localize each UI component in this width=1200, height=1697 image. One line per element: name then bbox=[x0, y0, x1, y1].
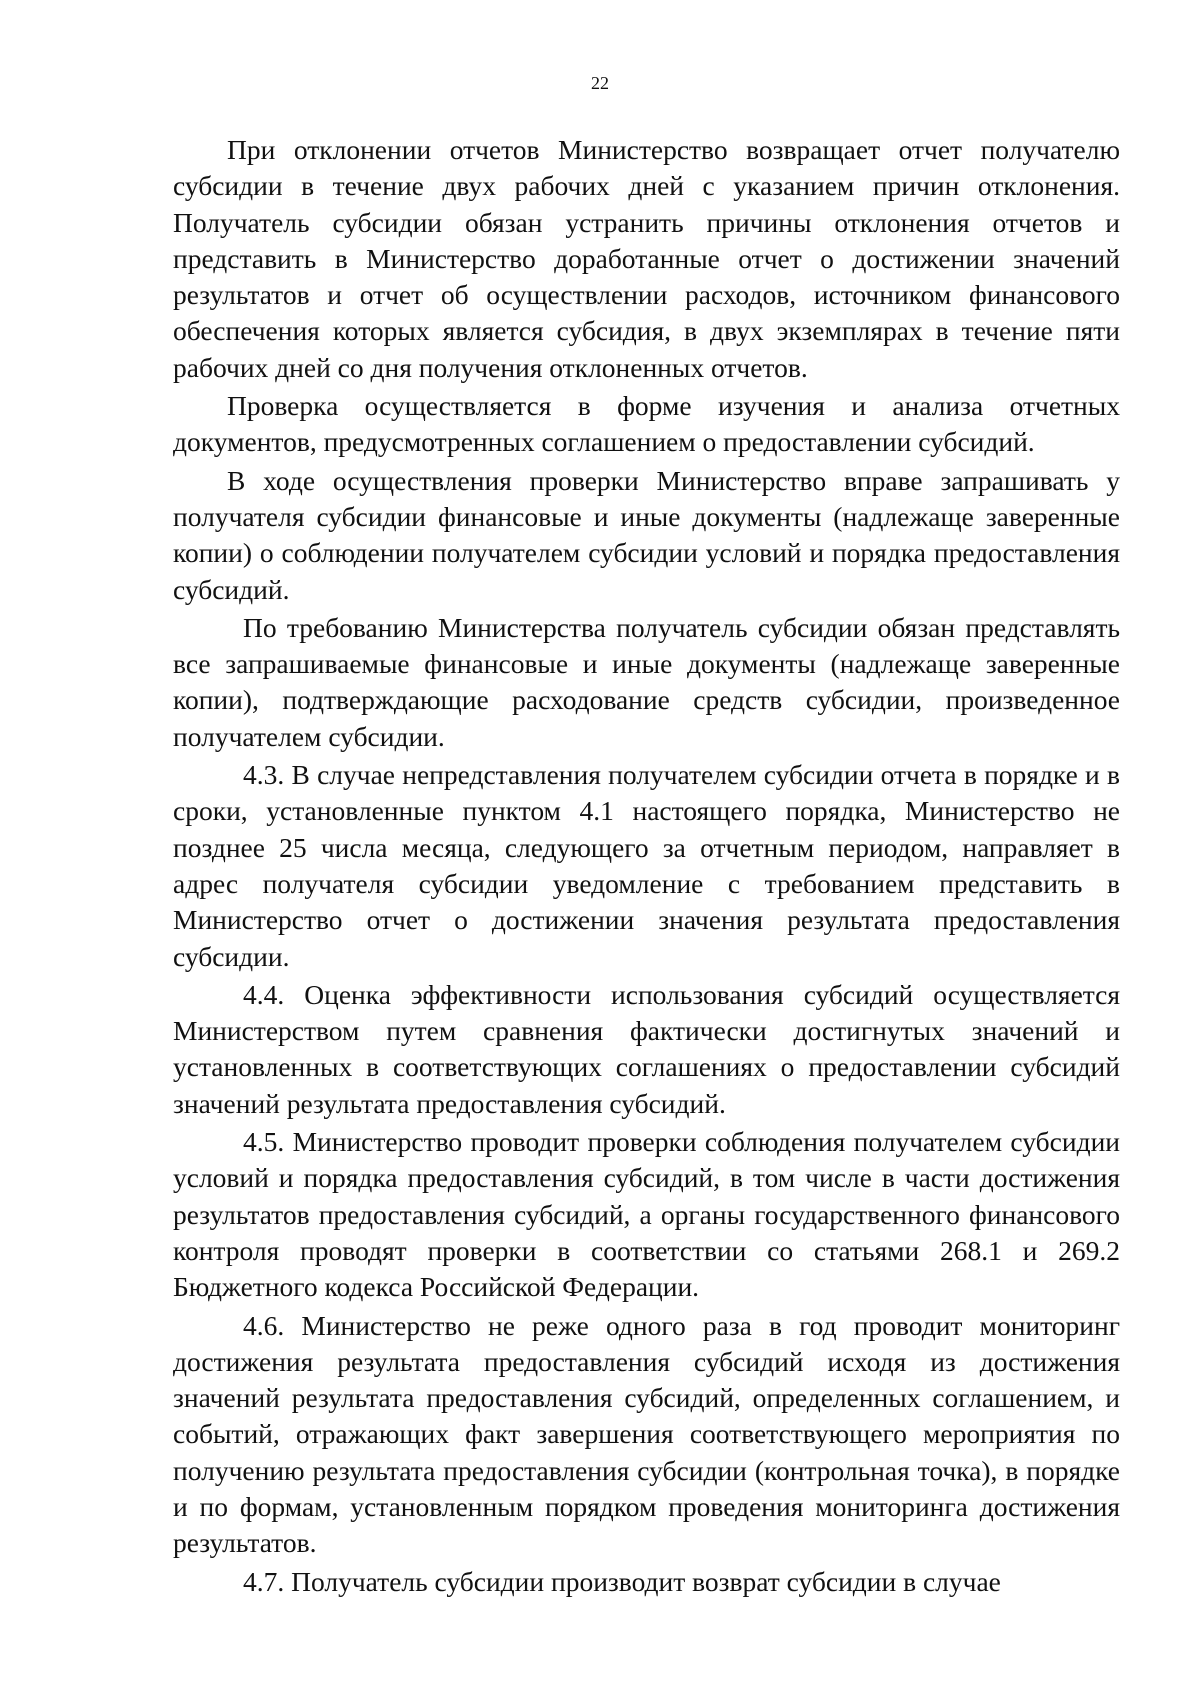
paragraph-document-provision: По требованию Министерства получатель субсидии обязан представлять все запрашиваемые финансовые и иные документы (надлежаще заверенные копии), подтверждающие расходование средств субсидии, произведенное получателем субсидии. bbox=[173, 611, 1120, 752]
paragraph-inspection-requests: В ходе осуществления проверки Министерство вправе запрашивать у получателя субсидии финансовые и иные документы (надлежаще заверенные копии) о соблюдении получателем субсидии условий и порядка предоставления субсидий. bbox=[173, 464, 1120, 605]
paragraph-4-4: 4.4. Оценка эффективности использования субсидий осуществляется Министерством путем сравнения фактически достигнутых значений и установленных в соответствующих соглашениях о предоставлении субсидий значений результата предоставления субсидий. bbox=[173, 978, 1120, 1119]
paragraph-4-3: 4.3. В случае непредставления получателем субсидии отчета в порядке и в сроки, установленные пунктом 4.1 настоящего порядка, Министерство не позднее 25 числа месяца, следующего за отчетным периодом, направляет в адрес получателя субсидии уведомление с требованием представить в Министерство отчет о достижении значения результата предоставления субсидии. bbox=[173, 759, 1120, 972]
paragraph-4-5: 4.5. Министерство проводит проверки соблюдения получателем субсидии условий и порядка предоставления субсидий, в том числе в части достижения результатов предоставления субсидий, а органы государственного финансового контроля проводят проверки в соответствии со статьями 268.1 и 269.2 Бюджетного кодекса Российской Федерации. bbox=[173, 1126, 1120, 1303]
page-number: 22 bbox=[591, 73, 609, 93]
document-body bbox=[173, 132, 1120, 1602]
paragraph-4-7: 4.7. Получатель субсидии производит возврат субсидии в случае bbox=[243, 1565, 1001, 1597]
paragraph-inspection-form: Проверка осуществляется в форме изучения и анализа отчетных документов, предусмотренных соглашением о предоставлении субсидий. bbox=[173, 390, 1120, 458]
paragraph-4-6: 4.6. Министерство не реже одного раза в год проводит мониторинг достижения результата предоставления субсидий исходя из достижения значений результата предоставления субсидий, определенных соглашением, и событий, отражающих факт завершения соответствующего мероприятия по получению результата предоставления субсидии (контрольная точка), в порядке и по формам, установленным порядком проведения мониторинга достижения результатов. bbox=[173, 1309, 1120, 1559]
paragraph-report-rejection: При отклонении отчетов Министерство возвращает отчет получателю субсидии в течение двух рабочих дней с указанием причин отклонения. Получатель субсидии обязан устранить причины отклонения отчетов и представить в Министерство доработанные отчет о достижении значений результатов и отчет об осуществлении расходов, источником финансового обеспечения которых является субсидия, в двух экземплярах в течение пяти рабочих дней со дня получения отклоненных отчетов. bbox=[173, 134, 1120, 383]
